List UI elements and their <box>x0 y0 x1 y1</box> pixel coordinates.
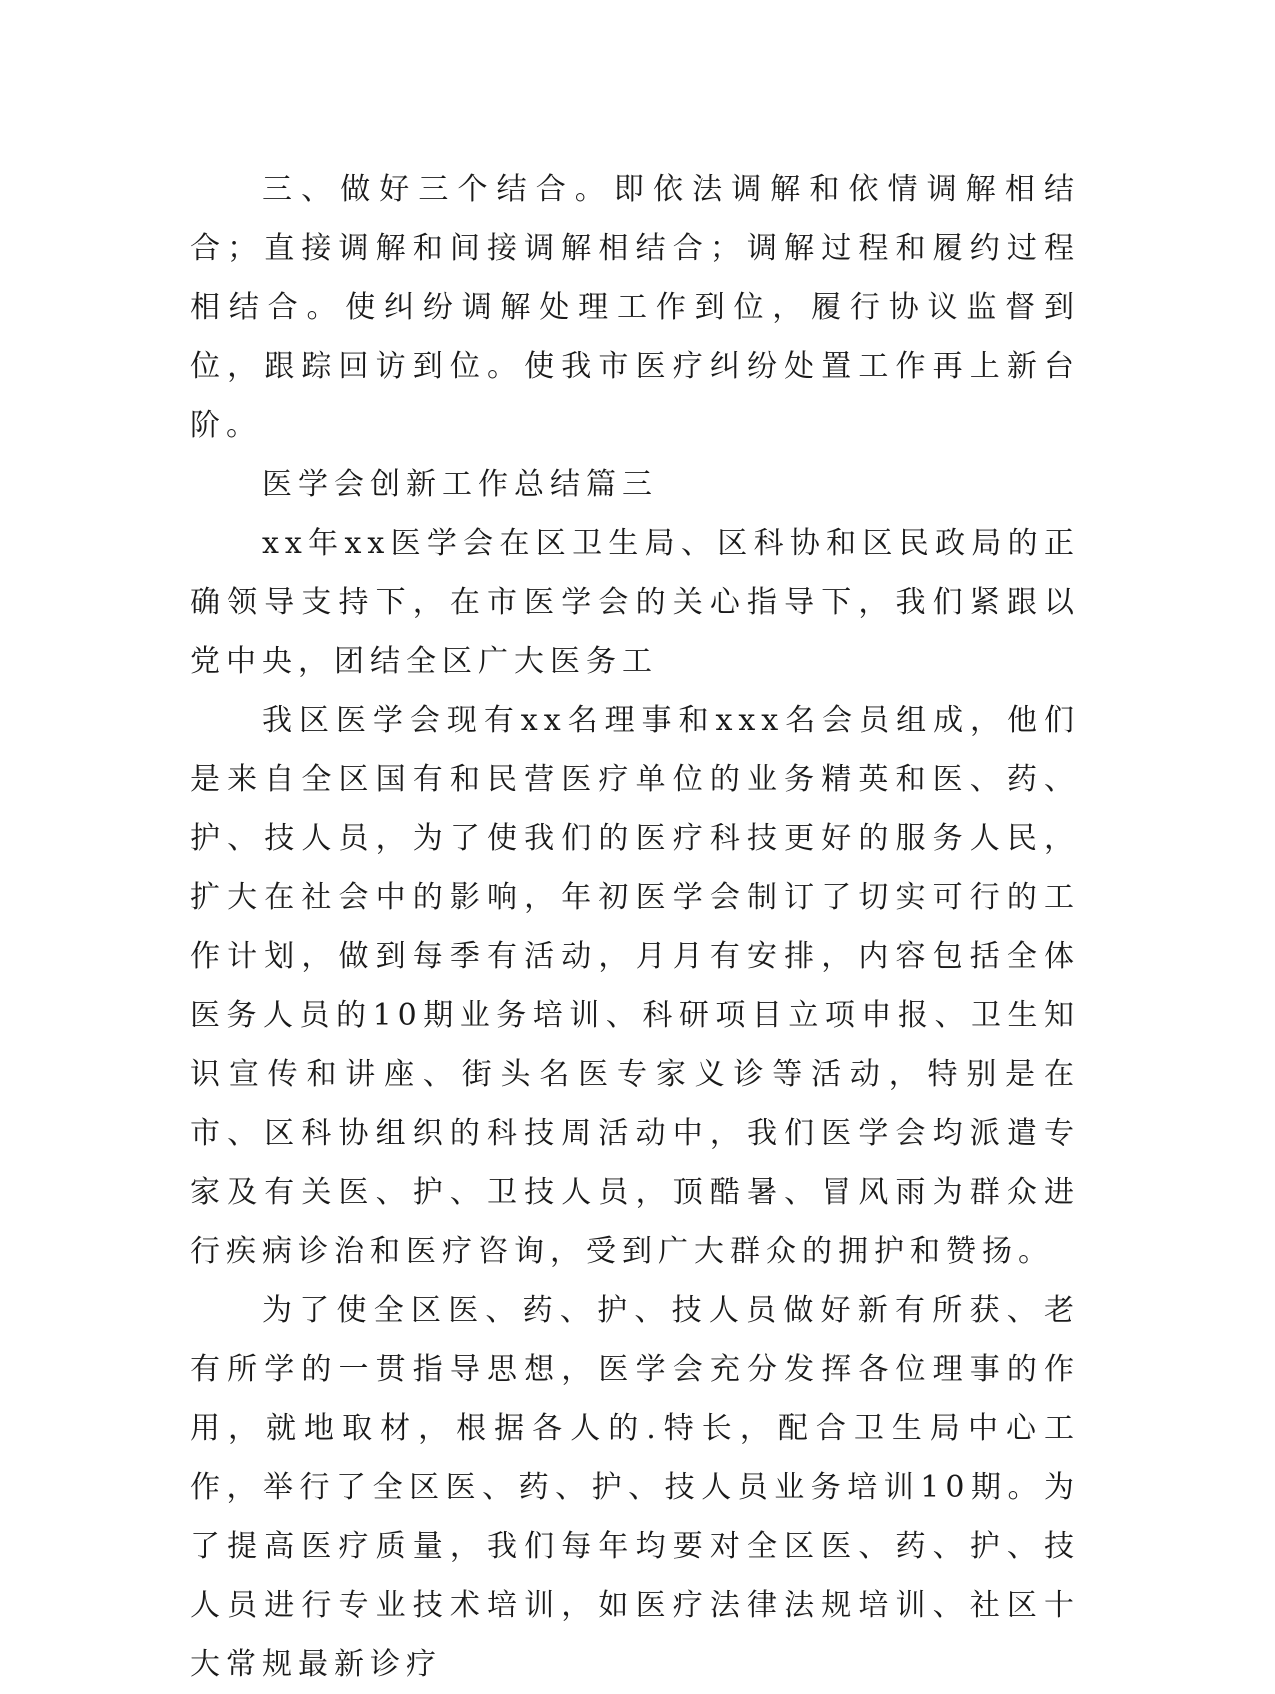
document-body <box>190 160 1080 1694</box>
section-heading: 医学会创新工作总结篇三 <box>262 467 658 502</box>
paragraph-training: 为了使全区医、药、护、技人员做好新有所获、老有所学的一贯指导思想，医学会充分发挥各位理事的作用，就地取材，根据各人的.特长，配合卫生局中心工作，举行了全区医、药、护、技人员业务培训10期。为了提高医疗质量，我们每年均要对全区医、药、护、技人员进行专业技术培训，如医疗法律法规培训、社区十大常规最新诊疗 <box>190 1293 1080 1682</box>
paragraph-three-combinations: 三、做好三个结合。即依法调解和依情调解相结合；直接调解和间接调解相结合；调解过程和履约过程相结合。使纠纷调解处理工作到位，履行协议监督到位，跟踪回访到位。使我市医疗纠纷处置工作再上新台阶。 <box>190 172 1080 443</box>
paragraph-members: 我区医学会现有xx名理事和xxx名会员组成，他们是来自全区国有和民营医疗单位的业务精英和医、药、护、技人员，为了使我们的医疗科技更好的服务人民，扩大在社会中的影响，年初医学会制订了切实可行的工作计划，做到每季有活动，月月有安排，内容包括全体医务人员的10期业务培训、科研项目立项申报、卫生知识宣传和讲座、街头名医专家义诊等活动，特别是在市、区科协组织的科技周活动中，我们医学会均派遣专家及有关医、护、卫技人员，顶酷暑、冒风雨为群众进行疾病诊治和医疗咨询，受到广大群众的拥护和赞扬。 <box>190 703 1080 1269</box>
paragraph-intro: xx年xx医学会在区卫生局、区科协和区民政局的正确领导支持下，在市医学会的关心指导下，我们紧跟以党中央，团结全区广大医务工 <box>190 526 1080 679</box>
